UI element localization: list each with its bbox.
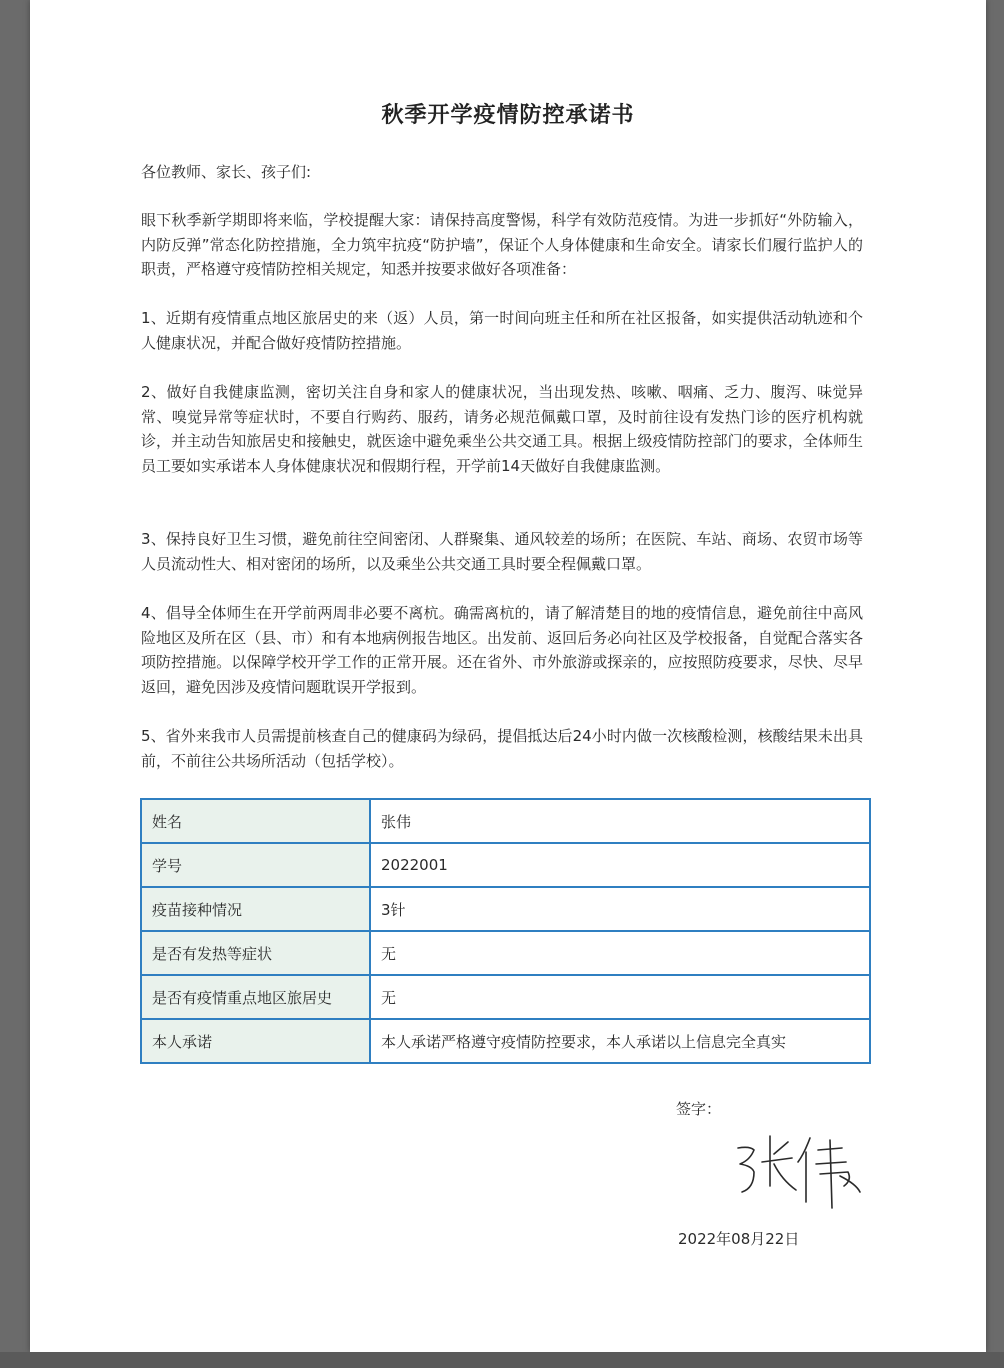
signature-label: 签字： bbox=[676, 1100, 722, 1118]
document-title: 秋季开学疫情防控承诺书 bbox=[381, 103, 635, 128]
fever-symptoms-label: 是否有发热等症状 bbox=[141, 931, 370, 975]
student-id-value: 2022001 bbox=[370, 843, 870, 887]
student-id-label: 学号 bbox=[141, 843, 370, 887]
table-row bbox=[141, 931, 870, 975]
signature-date: 2022年08月22日 bbox=[678, 1230, 800, 1248]
document-page bbox=[30, 0, 986, 1352]
item-1-paragraph: 1、近期有疫情重点地区旅居史的来（返）人员，第一时间向班主任和所在社区报备，如实提供活动轨迹和个人健康状况，并配合做好疫情防控措施。 bbox=[141, 309, 863, 352]
travel-history-label: 是否有疫情重点地区旅居史 bbox=[141, 975, 370, 1019]
commitment-value: 本人承诺严格遵守疫情防控要求，本人承诺以上信息完全真实 bbox=[370, 1019, 870, 1063]
table-row bbox=[141, 887, 870, 931]
vaccination-label: 疫苗接种情况 bbox=[141, 887, 370, 931]
vaccination-value: 3针 bbox=[370, 887, 870, 931]
item-3-paragraph: 3、保持良好卫生习惯，避免前往空间密闭、人群聚集、通风较差的场所；在医院、车站、商场、农贸市场等人员流动性大、相对密闭的场所，以及乘坐公共交通工具时要全程佩戴口罩。 bbox=[141, 530, 863, 573]
table-row bbox=[141, 975, 870, 1019]
intro-paragraph: 眼下秋季新学期即将来临，学校提醒大家：请保持高度警惕，科学有效防范疫情。为进一步抓好“外防输入，内防反弹”常态化防控措施，全力筑牢抗疫“防护墙”，保证个人身体健康和生命安全。请家长们履行监护人的职责，严格遵守疫情防控相关规定，知悉并按要求做好各项准备： bbox=[141, 211, 863, 278]
travel-history-value: 无 bbox=[370, 975, 870, 1019]
fever-symptoms-value: 无 bbox=[370, 931, 870, 975]
item-2-paragraph: 2、做好自我健康监测，密切关注自身和家人的健康状况，当出现发热、咳嗽、咽痛、乏力、腹泻、味觉异常、嗅觉异常等症状时，不要自行购药、服药，请务必规范佩戴口罩，及时前往设有发热门诊的医疗机构就诊，并主动告知旅居史和接触史，就医途中避免乘坐公共交通工具。根据上级疫情防控部门的要求，全体师生员工要如实承诺本人身体健康状况和假期行程，开学前14天做好自我健康监测。 bbox=[141, 383, 863, 475]
table-row bbox=[141, 1019, 870, 1063]
info-table bbox=[140, 798, 871, 1064]
greeting: 各位教师、家长、孩子们: bbox=[141, 163, 312, 181]
item-5-paragraph: 5、省外来我市人员需提前核查自己的健康码为绿码，提倡抵达后24小时内做一次核酸检测，核酸结果未出具前，不前往公共场所活动（包括学校）。 bbox=[141, 727, 863, 770]
table-row bbox=[141, 843, 870, 887]
viewer-bottom-strip bbox=[0, 1352, 1004, 1368]
table-row bbox=[141, 799, 870, 843]
commitment-label: 本人承诺 bbox=[141, 1019, 370, 1063]
item-4-paragraph: 4、倡导全体师生在开学前两周非必要不离杭。确需离杭的，请了解清楚目的地的疫情信息，避免前往中高风险地区及所在区（县、市）和有本地病例报告地区。出发前、返回后务必向社区及学校报备，自觉配合落实各项防控措施。以保障学校开学工作的正常开展。还在省外、市外旅游或探亲的，应按照防疫要求，尽快、尽早返回，避免因涉及疫情问题耽误开学报到。 bbox=[141, 604, 863, 696]
handwritten-signature bbox=[730, 1128, 865, 1213]
name-value: 张伟 bbox=[370, 799, 870, 843]
name-label: 姓名 bbox=[141, 799, 370, 843]
